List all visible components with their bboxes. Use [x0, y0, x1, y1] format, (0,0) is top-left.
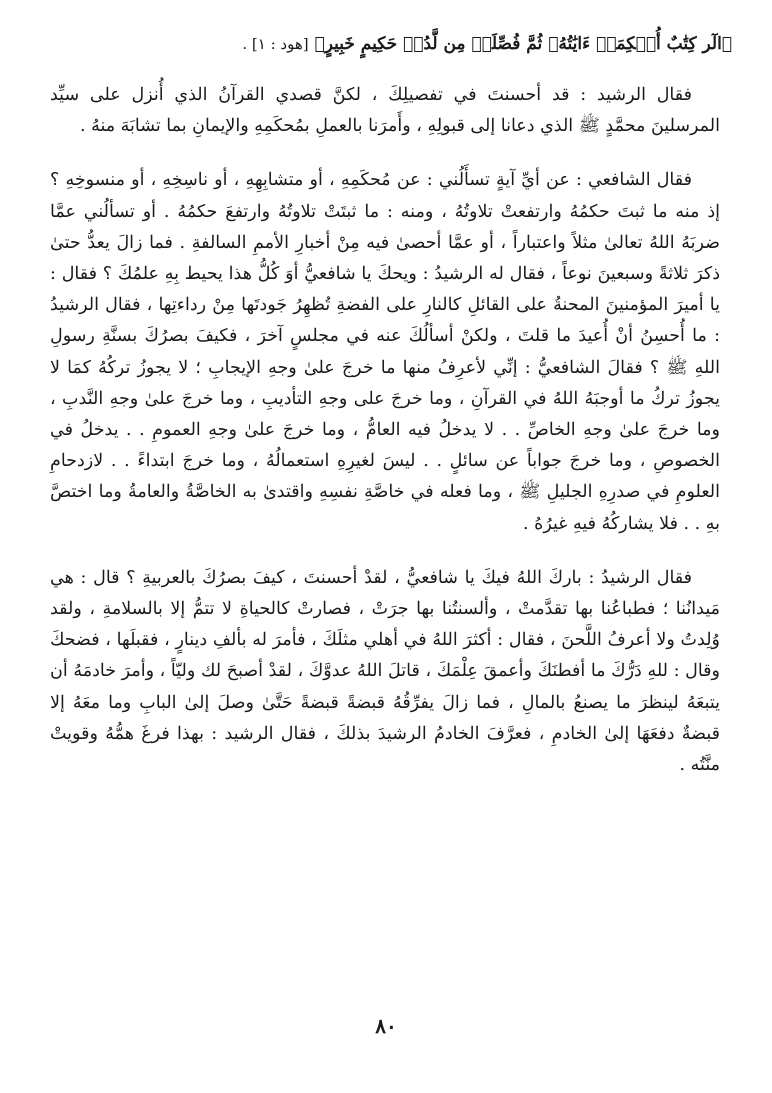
- body-text: [50, 80, 720, 804]
- quran-verse-text: ﴿الٓر كِتَٰبٌ أُحۡكِمَتۡ ءَايَٰتُهُۥ ثُمَّ فُصِّلَتۡ مِن لَّدُنۡ حَكِيمٍ خَبِيرٍ﴾: [314, 34, 732, 54]
- page-number: ٨٠: [375, 1014, 397, 1038]
- paragraph-shafii-answer: فقال الشافعي : عن أيِّ آيةٍ تسأَلُني : عن مُحكَمِهِ ، أو متشابِهِهِ ، أو ناسِخِهِ ، أو منسوخِهِ ؟ إذ منه ما ثبتَ حكمُهُ وارتفعتْ تلاوتُهُ ، ومنه : ما ثبتَتْ تلاوتُهُ وارتفعَ حكمُهُ . أو تسألُني عمَّا ضربَهُ اللهُ تعالىٰ مثلاً واعتباراً ، أو عمَّا أحصىٰ فيه مِنْ أخبارِ الأممِ السالفةِ . فما زالَ يعدُّ حتىٰ ذكرَ ثلاثةً وسبعينَ نوعاً ، فقال له الرشيدُ : ويحكَ يا شافعيُّ أوَ كُلُّ هذا يحيط بِهِ علمُكَ ؟ فقال : يا أميرَ المؤمنينَ المحنةُ على القائلِ كالنارِ على الفضةِ تُظهِرُ جَودتَها مِنْ رداءتِها ، فقال الرشيدُ : ما أُحسِنُ أنْ أُعيدَ ما قلتَ ، ولكنْ أسألُكَ عنه في مجلسٍ آخرَ ، فكيفَ بصرُكَ بسنَّةِ رسولِ اللهِ ﷺ ؟ فقالَ الشافعيُّ : إنِّي لأعرِفُ منها ما خرجَ علىٰ وجهِ الإيجابِ ؛ لا يجوزُ تركُهُ كمَا لا يجوزُ تركُ ما أوجبَهُ اللهُ في القرآنِ ، وما خرجَ على وجهِ التأديبِ ، وما خرجَ علىٰ وجهِ النَّدبِ ، وما خرجَ علىٰ وجهِ الخاصِّ . . لا يدخلُ فيه العامُّ ، وما خرجَ علىٰ وجهِ العمومِ . . يدخلُ في الخصوصِ ، وما خرجَ جواباً عن سائلٍ . . ليسَ لغيرِهِ استعمالُهُ ، وما خرجَ ابتداءً . . لازدحامِ العلومِ في صدرِهِ الجليلِ ﷺ ، وما فعله في خاصَّةِ نفسِهِ واقتدىٰ به الخاصَّةُ والعامةُ وما اختصَّ بهِ . . فلا يشاركُهُ فيهِ غيرُهُ .: [50, 170, 720, 534]
- paragraph-rashid-question: فقال الرشيد : قد أحسنتَ في تفصيلِكَ ، لكنَّ قصدي القرآنُ الذي أُنزل على سيِّد المرسلينَ محمَّدٍ ﷺ الذي دعانا إلى قبولِهِ ، وأَمرَنا بالعملِ بمُحكَمِهِ والإيمانِ بما تشابَهَ منهُ .: [50, 85, 720, 137]
- verse-reference: [هود : ١] .: [242, 35, 309, 53]
- quran-verse-header: [40, 30, 732, 58]
- paragraph-arabic-language: فقال الرشيدُ : باركَ اللهُ فيكَ يا شافعيُّ ، لقدْ أحسنتَ ، كيفَ بصرُكَ بالعربيةِ ؟ قال : هي مَيدانُنا ؛ فطباعُنا بها تقدَّمتْ ، وألسنتُنا بها جرَتْ ، فصارتْ كالحياةِ لا تتمُّ إلا بالسلامةِ ، ولقد وُلِدتُ ولا أعرفُ اللَّحنَ ، فقال : أكثرَ اللهُ في أهلي مثلَكَ ، فأمرَ له بألفِ دينارٍ ، فقبلَها ، فضحكَ وقال : للهِ دَرُّكَ ما أفطنَكَ وأعمقَ عِلْمَكَ ، قاتلَ اللهُ عدوَّكَ ، لقدْ أصبحَ لك وليّاً ، وأمرَ خادمَهُ أن يتبعَهُ لينظرَ ما يصنعُ بالمالِ ، فما زالَ يفرِّقُهُ قبضةً قبضةً حَتَّىٰ وصلَ إلىٰ البابِ وما معَهُ إلا قبضةٌ دفعَهَا إلىٰ الخادمِ ، فعرَّفَ الخادمُ الرشيدَ بذلكَ ، فقال الرشيد : بهذا فرغَ همُّهُ وقويتْ منَّتُه .: [50, 567, 720, 776]
